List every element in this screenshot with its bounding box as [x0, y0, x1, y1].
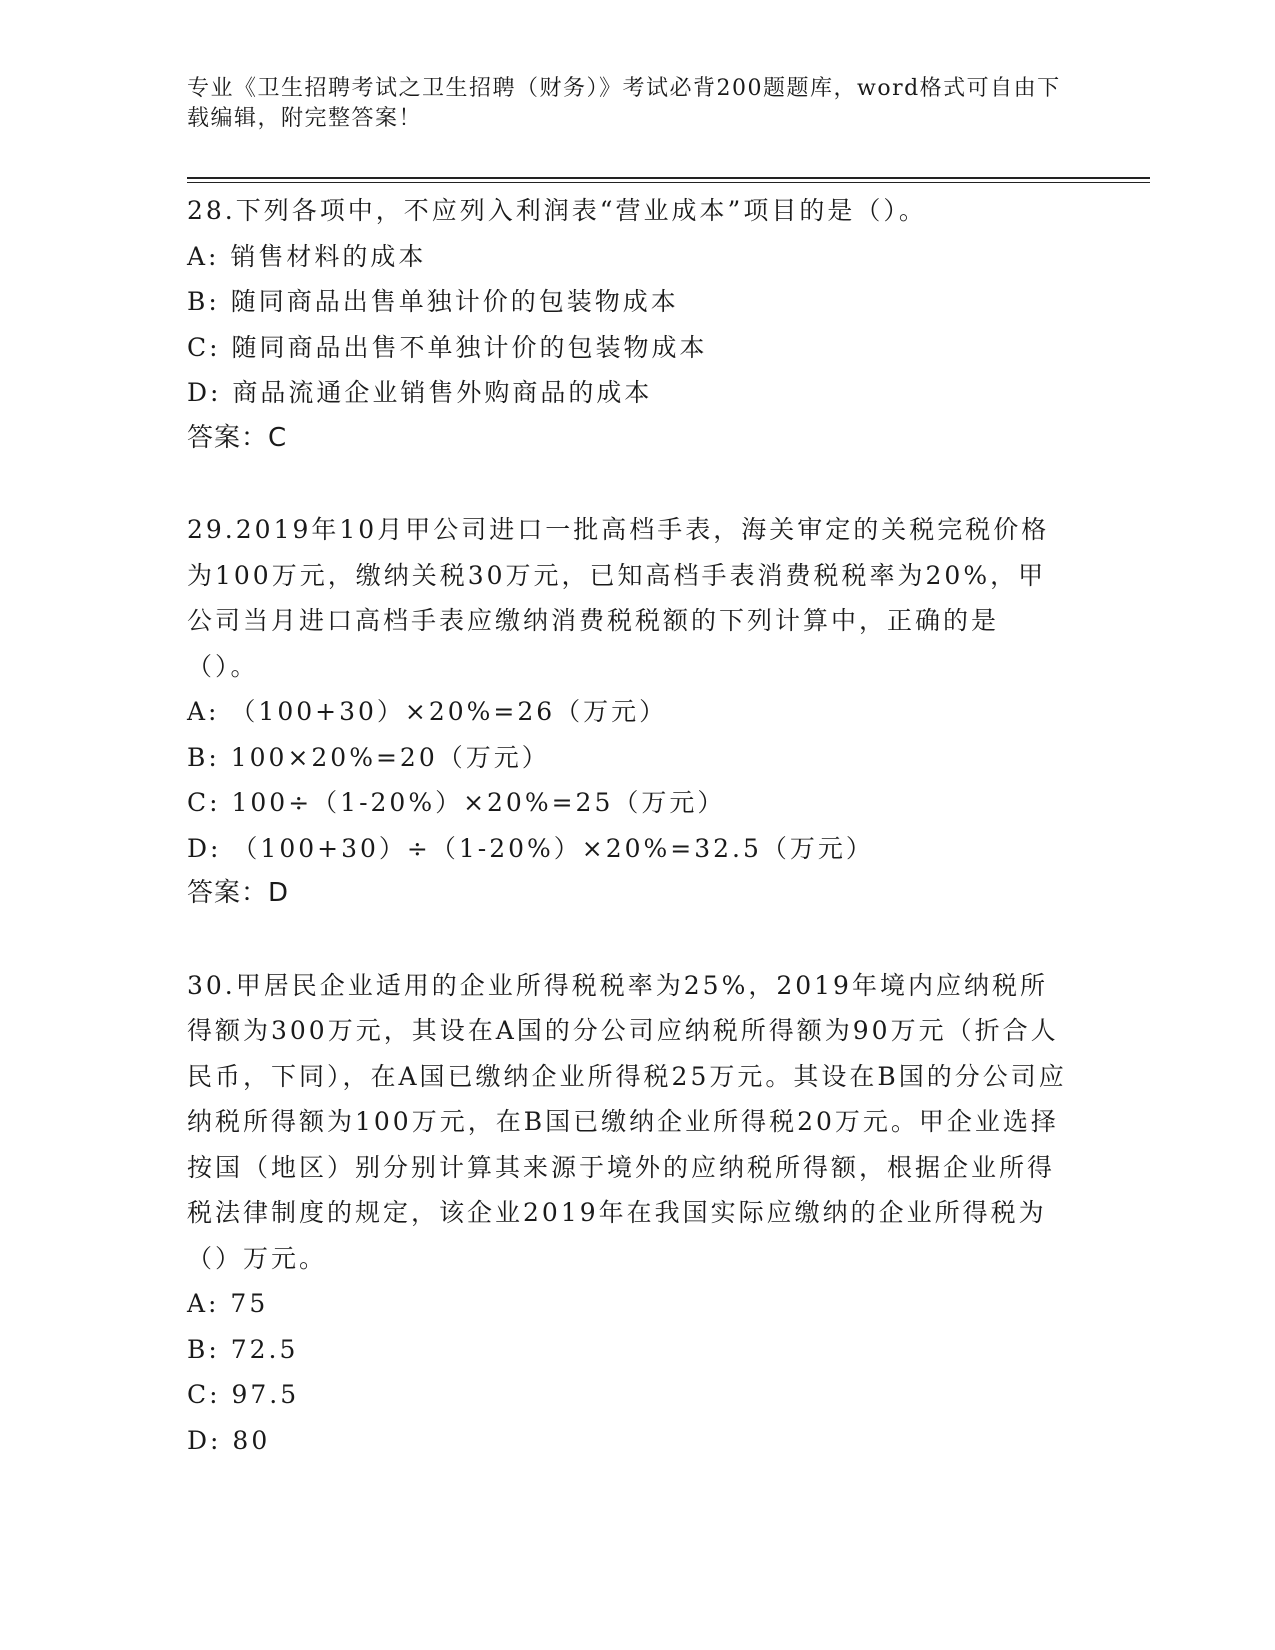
option-a: A: 销售材料的成本	[187, 241, 427, 271]
question-29	[187, 507, 1067, 917]
option-d: D: 商品流通企业销售外购商品的成本	[187, 378, 653, 407]
header-divider-thick	[187, 177, 1150, 179]
question-stem: 30.甲居民企业适用的企业所得税税率为25%，2019年境内应纳税所得额为300万元，其设在A国的分公司应纳税所得额为90万元（折合人民币，下同），在A国已缴纳企业所得税25万元。其设在B国的分公司应纳税所得额为100万元，在B国已缴纳企业所得税20万元。甲企业选择按国（地区）别分别计算其来源于境外的应纳税所得额，根据企业所得税法律制度的规定，该企业2019年在我国实际应缴纳的企业所得税为（）万元。	[187, 970, 1067, 1273]
header-divider-thin	[187, 182, 1150, 183]
option-d: D: 80	[187, 1425, 271, 1455]
question-stem: 28.下列各项中，不应列入利润表“营业成本”项目的是（）。	[187, 196, 927, 225]
option-b: B: 随同商品出售单独计价的包装物成本	[187, 287, 679, 316]
option-c: C: 97.5	[187, 1380, 300, 1409]
document-header: 专业《卫生招聘考试之卫生招聘（财务）》考试必背200题题库，word格式可自由下载编辑，附完整答案！	[187, 76, 1061, 131]
question-30	[187, 963, 1067, 1464]
option-a: A: 75	[187, 1289, 269, 1318]
question-28	[187, 188, 1067, 461]
question-list	[187, 188, 1067, 1463]
answer-label: 答案：C	[187, 422, 288, 453]
answer-label: 答案：D	[187, 878, 290, 908]
option-c: C: 随同商品出售不单独计价的包装物成本	[187, 332, 708, 362]
option-d: D: （100+30）÷（1-20%）×20%=32.5（万元）	[187, 833, 874, 863]
option-b: B: 72.5	[187, 1334, 299, 1364]
option-a: A: （100+30）×20%=26（万元）	[187, 697, 668, 726]
option-c: C: 100÷（1-20%）×20%=25（万元）	[187, 788, 726, 817]
question-stem: 29.2019年10月甲公司进口一批高档手表，海关审定的关税完税价格为100万元，缴纳关税30万元，已知高档手表消费税税率为20%，甲公司当月进口高档手表应缴纳消费税税额的下列计算中，正确的是（）。	[187, 515, 1050, 681]
option-b: B: 100×20%=20（万元）	[187, 742, 550, 772]
